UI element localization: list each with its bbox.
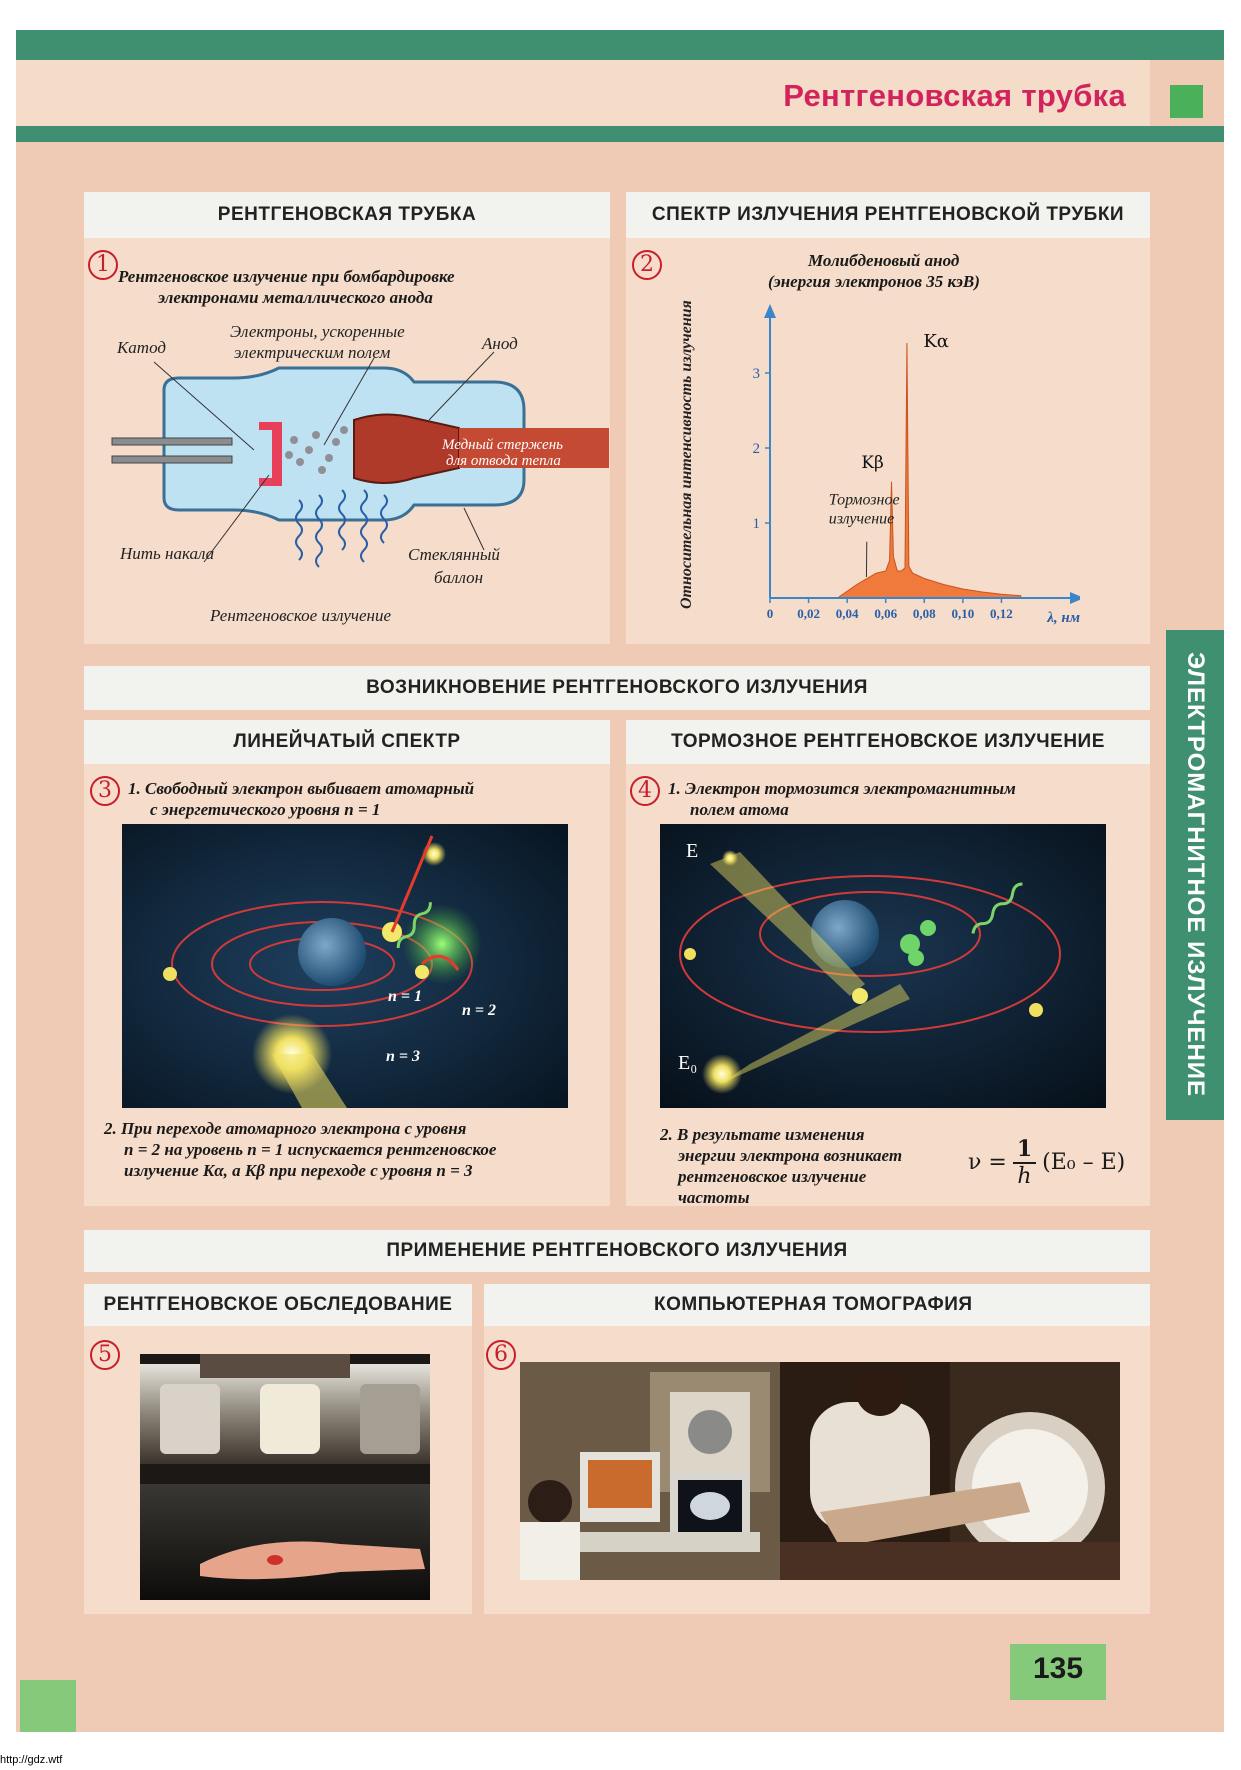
x-tick-label: 0 [766,606,774,621]
k-alpha-label: Kα [923,331,949,352]
exam-header: РЕНТГЕНОВСКОЕ ОБСЛЕДОВАНИЕ [84,1284,472,1326]
brems-step1-line2: полем атома [690,800,789,819]
spectrum-panel-header: СПЕКТР ИЗЛУЧЕНИЯ РЕНТГЕНОВСКОЙ ТРУБКИ [626,192,1150,238]
footer-url: http://gdz.wtf [0,1754,63,1766]
title-square-decoration [1170,85,1203,118]
y-tick-label: 1 [752,516,760,532]
line-step2-line2: n = 2 на уровень n = 1 испускается рентгеновское [124,1140,497,1159]
ct-control-room-photo [520,1362,780,1580]
bottom-left-green-block [20,1680,76,1732]
formula-fraction [1013,1136,1036,1189]
x-axis-label: λ, нм [1047,610,1080,626]
line-spectrum-header: ЛИНЕЙЧАТЫЙ СПЕКТР [84,720,610,764]
bremsstrahlung-header: ТОРМОЗНОЕ РЕНТГЕНОВСКОЕ ИЗЛУЧЕНИЕ [626,720,1150,764]
level-n3: n = 3 [386,1048,421,1065]
spectrum-chart [700,300,1080,630]
x-tick-label: 0,08 [912,606,936,621]
x-tick-label: 0,06 [874,606,898,621]
x-tick-label: 0,04 [835,606,859,621]
label-E: E [686,840,699,862]
figure-number-1: 1 [88,250,118,280]
label-anode: Анод [482,334,518,353]
brems-step1-line1: 1. Электрон тормозится электромагнитным [668,779,1016,798]
brems-step2-line3: рентгеновское излучение [678,1167,867,1186]
formula-numerator: 1 [1013,1136,1036,1164]
x-axis-arrow [1070,592,1080,604]
application-header: ПРИМЕНЕНИЕ РЕНТГЕНОВСКОГО ИЗЛУЧЕНИЯ [84,1230,1150,1272]
x-tick-label: 0,12 [990,606,1013,621]
label-electrons-2: электрическим полем [234,343,391,362]
emergence-header: ВОЗНИКНОВЕНИЕ РЕНТГЕНОВСКОГО ИЗЛУЧЕНИЯ [84,666,1150,710]
figure-number-3: 3 [90,776,120,806]
figure-number-5: 5 [90,1340,120,1370]
label-E0: E₀ [678,1052,698,1074]
spectrum-ylabel: Относительная интенсивность излучения [678,300,695,610]
x-tick-label: 0,02 [797,606,820,621]
line-step2-line1: 2. При переходе атомарного электрона с уровня [104,1119,467,1138]
x-tick-label: 0,10 [951,606,975,621]
figure-number-6: 6 [486,1340,516,1370]
figure-number-2: 2 [632,250,662,280]
label-rod-2: для отвода тепла [446,453,561,469]
y-axis-arrow [764,304,776,318]
tube-caption-line2: электронами металлического анода [158,288,433,307]
formula-rhs: (E₀ – E) [1042,1149,1126,1175]
line-step1-line1: 1. Свободный электрон выбивает атомарный [128,779,475,798]
formula-lhs: ν = [968,1149,1007,1175]
bremsstrahlung-label-line2: излучение [828,510,895,528]
label-xray: Рентгеновское излучение [210,606,392,625]
header-bottom-band [16,126,1224,142]
line-step1-line2: с энергетического уровня n = 1 [150,800,381,819]
label-filament: Нить накала [120,544,215,563]
formula-denominator: h [1017,1163,1032,1189]
tube-caption-line1: Рентгеновское излучение при бомбардировке [118,267,455,286]
spectrum-caption-line1: Молибденовый анод [808,251,960,270]
brems-step2-line1: 2. В результате изменения [660,1125,865,1144]
label-electrons-1: Электроны, ускоренные [230,322,405,341]
line-step2-line3: излучение Kα, а Kβ при переходе с уровня n = 3 [124,1161,473,1180]
brems-step2-line4: частоты [678,1188,750,1207]
ct-header: КОМПЬЮТЕРНАЯ ТОМОГРАФИЯ [484,1284,1150,1326]
label-glass-1: Стеклянный [408,545,500,564]
page-number: 135 [1032,1652,1084,1685]
spectrum-caption-line2: (энергия электронов 35 кэВ) [768,272,980,291]
k-beta-label: Kβ [861,452,884,473]
xray-exam-photo [140,1354,430,1600]
bremsstrahlung-illustration [660,824,1106,1108]
level-n1: n = 1 [388,988,423,1005]
level-n2: n = 2 [462,1002,497,1019]
side-chapter-label: ЭЛЕКТРОМАГНИТНОЕ ИЗЛУЧЕНИЕ [1182,652,1209,1098]
label-cathode: Катод [117,338,166,357]
label-glass-2: баллон [434,568,484,587]
figure-number-4: 4 [630,776,660,806]
page-title: Рентгеновская трубка [783,78,1126,113]
atom-emission-illustration [122,824,568,1108]
brems-step2-line2: энергии электрона возникает [678,1146,903,1165]
label-rod-1: Медный стержень [442,437,563,453]
top-green-band [16,30,1224,60]
tube-panel-header: РЕНТГЕНОВСКАЯ ТРУБКА [84,192,610,238]
ct-scanner-photo [780,1362,1120,1580]
y-tick-label: 3 [752,366,760,382]
frequency-formula [968,1132,1125,1192]
bremsstrahlung-label-line1: Тормозное [828,491,900,509]
y-tick-label: 2 [752,441,760,457]
